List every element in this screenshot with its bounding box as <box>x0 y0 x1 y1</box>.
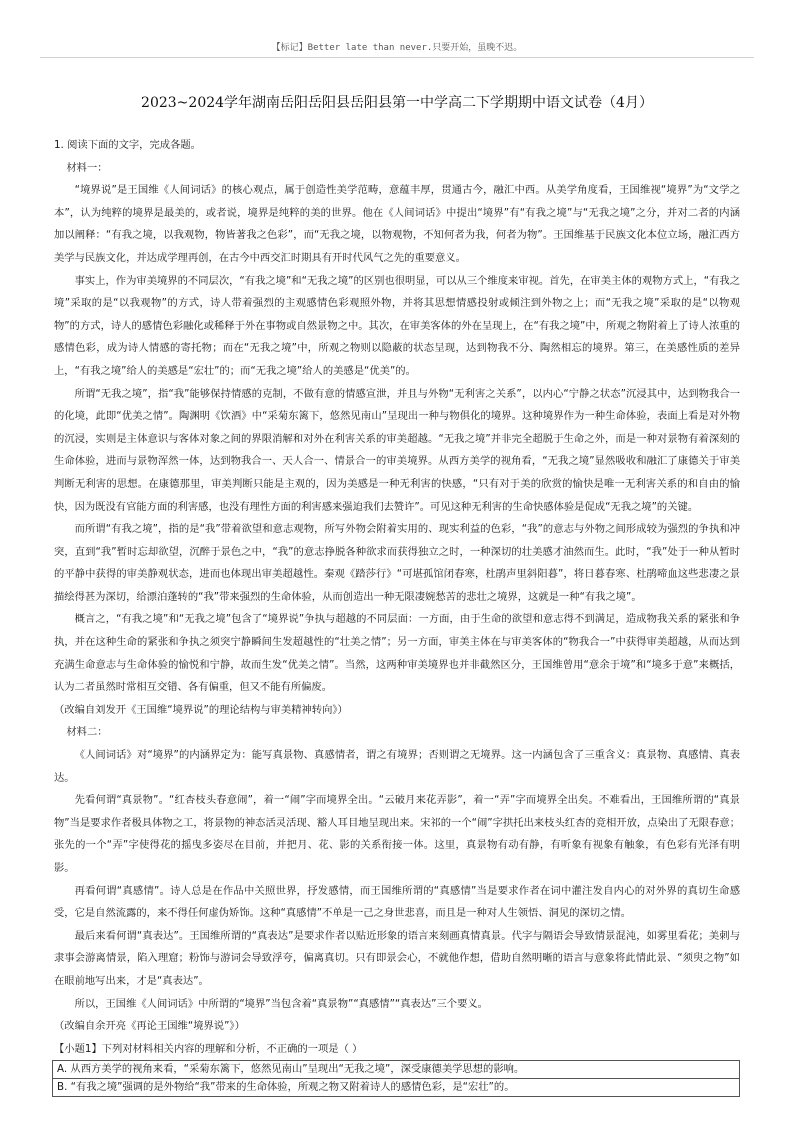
material1-paragraph: 事实上，作为审美境界的不同层次，“有我之境”和“无我之境”的区别也很明显，可以从三个维度来审视。首先，在审美主体的观物方式上，“有我之境”采取的是“以我观物”的方式，诗人带着强烈的主观感情色彩观照外物，并将其思想情感投射或倾注到外物之上；而“无我之境”采取的是“以物观物”的方式，诗人的感情色彩融化或稀释于外在事物或自然景物之中。其次，在审美客体的外在呈现上，在“有我之境”中，所观之物附着上了诗人浓重的感情色彩，成为诗人情感的寄托物；而在“无我之境”中，所观之物则以隐蔽的状态呈现，达到物我不分、陶然相忘的境界。第三，在美感性质的差异上，“有我之境”给人的美感是“宏壮”的；而“无我之境”给人的美感是“优美”的。 <box>54 274 740 377</box>
subquestion-prompt: 【小题1】下列对材料相关内容的理解和分析，不正确的一项是（ ） <box>54 1042 363 1055</box>
material2-paragraph: 最后来看何谓“真表达”。王国维所谓的“真表达”是要求作者以贴近形象的语言来刻画真情真景。代字与隔语会导致情景混沌，如雾里看花；美刺与隶事会游离情景，陷入理窟；粉饰与游词会导致浮夸，偏离真切。只有即景会心，不就他作想，借助自然明晰的语言与意象将此情此景、“须臾之物”如在眼前地写出来，才是“真表达”。 <box>54 929 740 987</box>
material1-label: 材料一： <box>66 161 108 174</box>
material2-paragraph: 再看何谓“真感情”。诗人总是在作品中关照世界，抒发感情，而王国维所谓的“真感情”当是要求作者在词中灌注发自内心的对外界的真切生命感受，它是自然流露的，来不得任何虚伪矫饰。这种“真感情”不单是一己之身世悲喜，而且是一种对人生领悟、洞见的深切之情。 <box>54 884 740 920</box>
question-content <box>54 134 740 1097</box>
material1-paragraph: “境界说”是王国维《人间词话》的核心观点，属于创造性美学范畴，意蕴丰厚，贯通古今，融汇中西。从美学角度看，王国维视“境界”为“文学之本”，认为纯粹的境界是最美的，或者说，境界是纯粹的美的世界。他在《人间词话》中提出“境界”有“有我之境”与“无我之境”之分，并对二者的内涵加以阐释：“有我之境，以我观物，物皆著我之色彩”，而“无我之境，以物观物，不知何者为我，何者为物”。王国维基于民族文化本位立场，融汇西方美学与民族文化，并达成学理再创，在古今中西交汇时期具有开时代风气之先的重要意义。 <box>54 184 740 264</box>
question-intro: 1. 阅读下面的文字，完成各题。 <box>54 139 201 151</box>
answer-options <box>52 1060 740 1097</box>
option-row[interactable] <box>53 1079 740 1097</box>
material1-paragraph: 概言之，“有我之境”和“无我之境”包含了“境界说”争执与超越的不同层面：一方面，由于生命的欲望和意志得不到满足，造成物我关系的紧张和争执，并在这种生命的紧张和争执之须突宁静瞬间生发超越性的“壮美之情”；另一方面，审美主体在与审美客体的“物我合一”中获得审美超越，从而达到充满生命意志与生命体验的愉悦和宁静，故而生发“优美之情”。当然，这两种审美境界也并非截然区分，王国维曾用“意余于境”和“境多于意”来概括，认为二者虽然时常相互交错、各有偏重，但又不能有所偏废。 <box>54 613 740 694</box>
exam-title: 2023~2024学年湖南岳阳岳阳县岳阳县第一中学高二下学期期中语文试卷（4月） <box>141 95 653 111</box>
material1-source: （改编自刘发开《王国维“境界说”的理论结构与审美精神转向》） <box>54 703 348 716</box>
option-b[interactable]: B. “有我之境”强调的是外物给“我”带来的生命体验，所观之物又附着诗人的感情色彩，是“宏壮”的。 <box>53 1079 740 1097</box>
material2-source: （改编自余开亮《再论王国维“境界说”》） <box>54 1020 245 1033</box>
header-divider <box>40 57 754 58</box>
option-a[interactable]: A. 从西方美学的视角来看，“采菊东篱下，悠然见南山”呈现出“无我之境”，深受康德美学思想的影响。 <box>53 1061 740 1079</box>
option-row[interactable] <box>53 1061 740 1079</box>
material2-label: 材料二： <box>66 726 108 739</box>
material2-paragraph: 先看何谓“真景物”。“红杏枝头春意闹”，着一“闹”字而境界全出。“云破月来花弄影”，着一“弄”字而境界全出矣。不难看出，王国维所谓的“真景物”当是要求作者极具体物之工，将景物的神态活灵活现、豁人耳目地呈现出来。宋祁的一个“闹”字拱托出来枝头红杏的竞相开放，点染出了无限春意；张先的一个“弄”字使得花的摇曳多姿尽在目前，并把月、花、影的关系衔接一体。这里，真景物有动有静，有听象有视象有触象，有色彩有光泽有明影。 <box>54 794 740 874</box>
material1-paragraph: 所谓“无我之境”，指“我”能够保持情感的克制，不做有意的情感宣泄，并且与外物“无利害之关系”，以内心“宁静之状态”沉浸其中，达到物我合一的化境，此即“优美之情”。陶渊明《饮酒》中“采菊东篱下，悠然见南山”呈现出一种与物俱化的境界。这种境界作为一种生命体验，表面上看是对外物的沉浸，实则是主体意识与客体对象之间的界限消解和对外在利害关系的审美超越。“无我之境”并非完全超脱于生命之外，而是一种对景物有着深刻的生命体验，进而与景物浑然一体，达到物我合一、天人合一、情景合一的审美境界。从西方美学的视角看，“无我之境”显然吸收和融汇了康德关于审美判断无利害的思想。在康德那里，审美判断只能是主观的，因为美感是一种无利害的快感，“只有对于美的欣赏的愉快是唯一无利害关系的和自由的愉快，因为既没有官能方面的利害感，也没有理性方面的利害感来强迫我们去赞许”。可见这种无利害的生命快感体验是促成“无我之境”的关键。 <box>54 387 740 513</box>
material2-paragraph: 《人间词话》对“境界”的内涵界定为：能写真景物、真感情者，谓之有境界；否则谓之无境界。这一内涵包含了三重含义：真景物、真感情、真表达。 <box>54 749 740 784</box>
header-motto: 【标记】Better late than never.只要开始，虽晚不迟。 <box>271 43 523 53</box>
material1-paragraph: 而所谓“有我之境”，指的是“我”带着欲望和意志观物，所写外物会附着实用的、现实利益的色彩，“我”的意志与外物之间形成较为强烈的争执和冲突，直到“我”暂时忘却欲望，沉醉于景色之中，“我”的意志挣脱各种欲求而获得独立之时，一种深切的壮美感才油然而生。此时，“我”处于一种从暂时的平静中获得的审美静观状态，进而也体现出审美超越性。秦观《踏莎行》“可堪孤馆闭春寒，杜鹃声里斜阳暮”，将日暮春寒、杜鹃啼血这些悲凄之景描绘得甚为深切，给漂泊蓬转的“我”带来强烈的生命体验，从而创造出一种无限凄婉愁苦的悲壮之境界，这就是一种“有我之境”。 <box>54 523 740 603</box>
material2-paragraph: 所以，王国维《人间词话》中所谓的“境界”当包含着“真景物”“真感情”“真表达”三个要义。 <box>74 997 488 1010</box>
